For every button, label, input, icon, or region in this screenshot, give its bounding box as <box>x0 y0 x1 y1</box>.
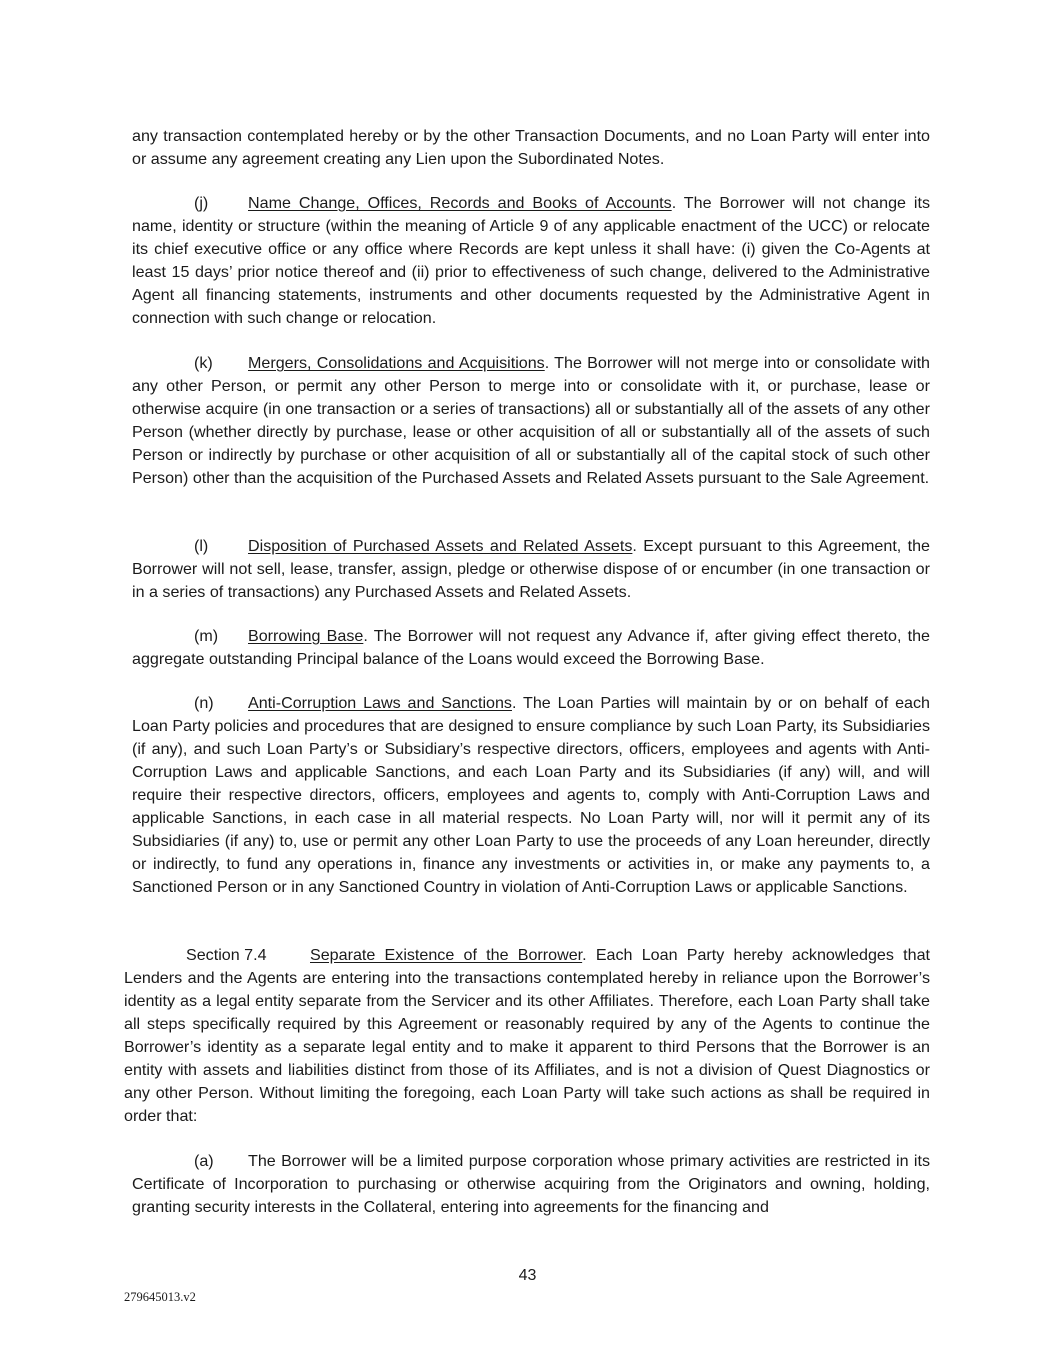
clause-k-paragraph <box>132 352 930 490</box>
subitem-a-body: The Borrower will be a limited purpose corporation whose primary activities are restricted in its Certificate of Incorporation to purchasing or otherwise acquiring from the Originators and owning, holding, granting security interests in the Collateral, entering into agreements for the financing and <box>132 1152 930 1216</box>
clause-n-paragraph <box>132 692 930 899</box>
continuation-text: any transaction contemplated hereby or by the other Transaction Documents, and no Loan Party will enter into or assume any agreement creating any Lien upon the Subordinated Notes. <box>132 127 930 168</box>
clause-n-body: . The Loan Parties will maintain by or on behalf of each Loan Party policies and procedures that are designed to ensure compliance by such Loan Party, its Subsidiaries (if any), and such Loan Party’s or Subsidiary’s respective directors, officers, employees and agents with Anti-Corruption Laws and applicable Sanctions, and each Loan Party and its Subsidiaries (if any) will, and will require their respective directors, officers, employees and agents to, comply with Anti-Corruption Laws and applicable Sanctions, in each case in all material respects. No Loan Party will, nor will it permit any of its Subsidiaries (if any) to, use or permit any other Loan Party to use the proceeds of any Loan hereunder, directly or indirectly, to fund any operations in, finance any investments or activities in, or make any payments to, a Sanctioned Person or in any Sanctioned Country in violation of Anti-Corruption Laws or applicable Sanctions. <box>132 694 930 896</box>
clause-j-body: . The Borrower will not change its name, identity or structure (within the meaning of Article 9 of any applicable enactment of the UCC) or relocate its chief executive office or any office where Records are kept unless it shall have: (i) given the Co-Agents at least 15 days’ prior notice thereof and (ii) prior to effectiveness of such change, delivered to the Administrative Agent all financing statements, instruments and other documents requested by the Administrative Agent in connection with such change or relocation. <box>132 194 930 327</box>
clause-n-heading: Anti-Corruption Laws and Sanctions <box>248 694 512 712</box>
clause-l-label: (l) <box>194 537 209 555</box>
clause-k-body: . The Borrower will not merge into or consolidate with any other Person, or permit any other Person to merge into or consolidate with it, or purchase, lease or otherwise acquire (in one transaction or a series of transactions) all or substantially all of the assets of any other Person (whether directly by purchase, lease or other acquisition of all or substantially all of the assets of such Person or indirectly by purchase or other acquisition of all or substantially all of the capital stock of such other Person) other than the acquisition of the Purchased Assets and Related Assets pursuant to the Sale Agreement. <box>132 354 930 487</box>
section-7-4-paragraph <box>124 944 930 1128</box>
document-id: 279645013.v2 <box>124 1290 196 1304</box>
clause-l-paragraph <box>132 535 930 604</box>
subitem-a-paragraph <box>132 1150 930 1219</box>
clause-m-heading: Borrowing Base <box>248 627 364 645</box>
clause-l-body: . Except pursuant to this Agreement, the Borrower will not sell, lease, transfer, assign, pledge or otherwise dispose of or encumber (in one transaction or in a series of transactions) any Purchased Assets and Related Assets. <box>132 537 930 601</box>
clause-l-heading: Disposition of Purchased Assets and Related Assets <box>248 537 633 555</box>
clause-m-body: . The Borrower will not request any Advance if, after giving effect thereto, the aggregate outstanding Principal balance of the Loans would exceed the Borrowing Base. <box>132 627 930 668</box>
clause-k-label: (k) <box>194 354 213 372</box>
clause-j-heading: Name Change, Offices, Records and Books of Accounts <box>248 194 672 212</box>
section-7-4-heading: Separate Existence of the Borrower <box>310 946 583 964</box>
clause-j-paragraph <box>132 192 930 330</box>
section-7-4-label: Section 7.4 <box>186 946 267 964</box>
clause-k-heading: Mergers, Consolidations and Acquisitions <box>248 354 545 372</box>
subitem-a-label: (a) <box>194 1152 214 1170</box>
clause-n-label: (n) <box>194 694 214 712</box>
continuation-paragraph <box>132 125 930 171</box>
section-7-4-body: . Each Loan Party hereby acknowledges that Lenders and the Agents are entering into the transactions contemplated hereby in reliance upon the Borrower’s identity as a legal entity separate from the Servicer and its other Affiliates. Therefore, each Loan Party shall take all steps specifically required by this Agreement or reasonably required by any of the Agents to continue the Borrower’s identity as a separate legal entity and to make it apparent to third Persons that the Borrower is an entity with assets and liabilities distinct from those of its Affiliates, and is not a division of Quest Diagnostics or any other Person. Without limiting the foregoing, each Loan Party will take such actions as shall be required in order that: <box>124 946 930 1125</box>
page-number: 43 <box>518 1267 537 1284</box>
clause-m-label: (m) <box>194 627 219 645</box>
clause-j-label: (j) <box>194 194 209 212</box>
clause-m-paragraph <box>132 625 930 671</box>
